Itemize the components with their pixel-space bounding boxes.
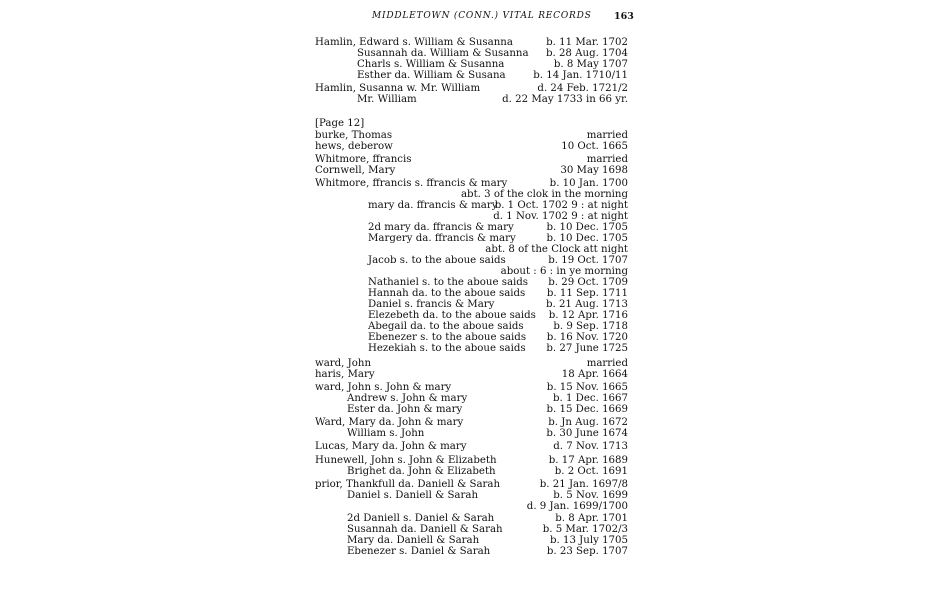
record-name: Daniel s. Daniell & Sarah [347,490,478,501]
record-line [0,501,628,513]
record-name: prior, Thankfull da. Daniell & Sarah [315,479,501,490]
record-name: Charls s. William & Susanna [357,59,505,70]
record-date: d. 7 Nov. 1713 [553,441,628,452]
record-name: ward, John s. John & mary [315,382,452,393]
record-date: d. 24 Feb. 1721/2 [537,83,628,94]
record-date: married [586,154,628,165]
record-date: b. 9 Sep. 1718 [553,321,628,332]
record-date: abt. 3 of the clok in the morning [460,189,628,200]
record-date: b. 30 June 1674 [546,428,628,439]
record-date: d. 9 Jan. 1699/1700 [526,501,628,512]
record-line [0,428,628,440]
record-date: b. 8 May 1707 [553,59,628,70]
record-name: ward, John [315,358,372,369]
record-name: 2d mary da. ffrancis & mary [368,222,514,233]
record-name: Hunewell, John s. John & Elizabeth [315,455,497,466]
record-line [0,141,628,153]
record-line [0,466,628,478]
record-date: b. 29 Oct. 1709 [548,277,628,288]
record-date: d. 22 May 1733 in 66 yr. [502,94,628,105]
record-date: b. 13 July 1705 [549,535,628,546]
record-date: married [586,358,628,369]
record-name: Hamlin, Edward s. William & Susanna [315,37,513,48]
record-date: b. 23 Sep. 1707 [546,546,628,557]
record-date: 30 May 1698 [560,165,628,176]
record-date: b. Jn Aug. 1672 [548,417,628,428]
record-date: b. 5 Mar. 1702/3 [542,524,628,535]
record-name: Whitmore, ffrancis s. ffrancis & mary [315,178,508,189]
record-name: Susannah da. William & Susanna [357,48,529,59]
record-name: Mary da. Daniell & Sarah [347,535,480,546]
record-line [0,404,628,416]
record-date: b. 11 Sep. 1711 [546,288,628,299]
record-name: Ward, Mary da. John & mary [315,417,464,428]
record-name: Hezekiah s. to the aboue saids [368,343,526,354]
record-date: married [586,130,628,141]
record-date: b. 1 Dec. 1667 [552,393,628,404]
record-date: b. 12 Apr. 1716 [548,310,628,321]
record-date: b. 10 Dec. 1705 [546,222,628,233]
record-date: b. 15 Dec. 1669 [546,404,628,415]
record-name: mary da. ffrancis & mary [368,200,498,211]
record-name: Elezebeth da. to the aboue saids [368,310,536,321]
record-date: b. 11 Mar. 1702 [546,37,628,48]
record-date: b. 16 Nov. 1720 [546,332,628,343]
record-name: Jacob s. to the aboue saids [368,255,506,266]
record-line [0,94,628,106]
record-date: b. 15 Nov. 1665 [546,382,628,393]
record-date: d. 1 Nov. 1702 9 : at night [493,211,628,222]
record-name: Ebenezer s. Daniel & Sarah [347,546,491,557]
record-name: hews, deberow [315,141,393,152]
record-date: about : 6 : in ye morning [500,266,628,277]
record-date: b. 2 Oct. 1691 [554,466,628,477]
record-date: b. 21 Jan. 1697/8 [539,479,628,490]
record-date: b. 10 Dec. 1705 [546,233,628,244]
record-date: b. 1 Oct. 1702 9 : at night [494,200,628,211]
record-name: Hannah da. to the aboue saids [368,288,526,299]
running-header: MIDDLETOWN (CONN.) VITAL RECORDS [372,11,592,21]
record-name: Lucas, Mary da. John & mary [315,441,467,452]
record-line [0,546,628,558]
record-name: Mr. William [357,94,417,105]
record-name: Susannah da. Daniell & Sarah [347,524,503,535]
record-name: Daniel s. francis & Mary [368,299,495,310]
record-name: haris, Mary [315,369,375,380]
record-line [0,343,628,355]
record-date: b. 5 Nov. 1699 [553,490,628,501]
record-name: 2d Daniell s. Daniel & Sarah [347,513,495,524]
record-date: b. 14 Jan. 1710/11 [533,70,628,81]
record-name: Nathaniel s. to the aboue saids [368,277,529,288]
record-name: Brighet da. John & Elizabeth [347,466,496,477]
record-name: Andrew s. John & mary [347,393,468,404]
record-line [0,441,628,453]
record-name: Ebenezer s. to the aboue saids [368,332,527,343]
record-name: Esther da. William & Susana [357,70,506,81]
record-date: b. 27 June 1725 [546,343,628,354]
record-name: Cornwell, Mary [315,165,396,176]
record-name: burke, Thomas [315,130,393,141]
record-line [0,70,628,82]
record-name: Hamlin, Susanna w. Mr. William [315,83,481,94]
record-date: b. 19 Oct. 1707 [548,255,628,266]
record-date: b. 21 Aug. 1713 [545,299,628,310]
record-line [0,165,628,177]
record-name: Margery da. ffrancis & mary [368,233,516,244]
record-name: [Page 12] [315,118,365,129]
record-name: Abegail da. to the aboue saids [368,321,524,332]
record-date: b. 10 Jan. 1700 [549,178,628,189]
page-number: 163 [614,11,634,22]
record-name: William s. John [347,428,425,439]
record-date: 18 Apr. 1664 [561,369,628,380]
record-date: 10 Oct. 1665 [561,141,628,152]
record-date: abt. 8 of the Clock att night [485,244,628,255]
record-line [0,118,628,130]
record-date: b. 28 Aug. 1704 [545,48,628,59]
record-name: Ester da. John & mary [347,404,463,415]
record-line [0,369,628,381]
record-name: Whitmore, ffrancis [315,154,412,165]
record-date: b. 17 Apr. 1689 [548,455,628,466]
record-date: b. 8 Apr. 1701 [555,513,628,524]
